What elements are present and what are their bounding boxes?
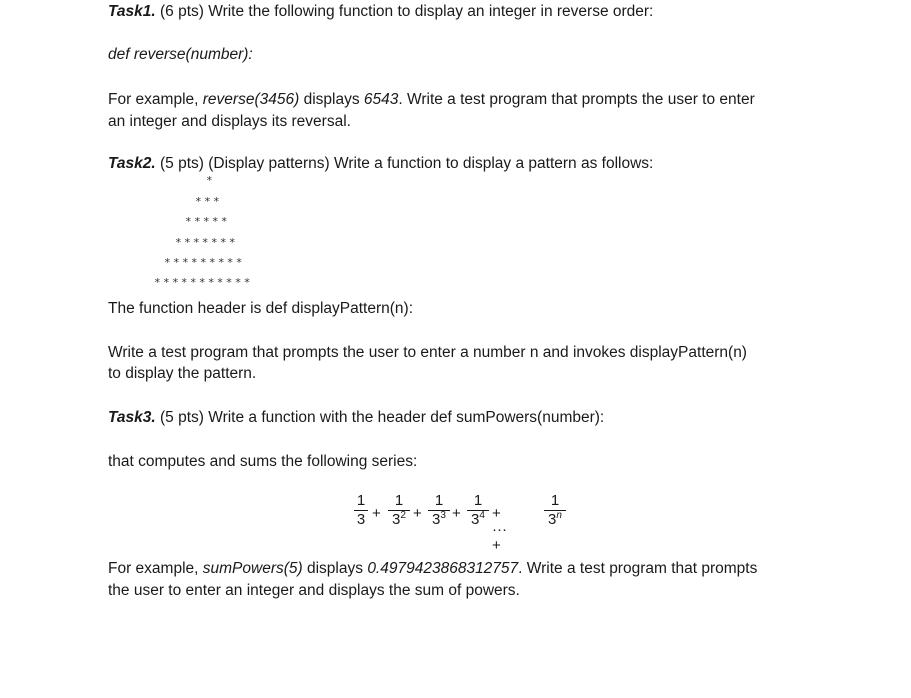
plus-2: + <box>413 505 422 522</box>
task3-example-mid: displays <box>302 560 368 577</box>
task2-test-line2: to display the pattern. <box>108 365 257 382</box>
fraction-4: 1 $3^4$ <box>467 493 489 528</box>
task3-heading-text: (5 pts) Write a function with the header def sumPowers(number): <box>155 409 605 426</box>
task3-example-line1 <box>108 558 757 579</box>
task2-label: Task2. <box>108 155 156 172</box>
ellipsis-plus: + ··· + <box>492 505 507 554</box>
task3-example-rest: . Write a test program that prompts <box>518 560 758 577</box>
task3-heading <box>108 407 604 428</box>
plus-3: + <box>452 505 461 522</box>
task1-example-call: reverse(3456) <box>202 91 300 108</box>
task3-example-prefix: For example, <box>108 560 203 577</box>
task1-signature: def reverse(number): <box>108 46 253 63</box>
pattern-row-1: * <box>206 174 215 187</box>
pattern-row-3: ***** <box>185 215 230 228</box>
task1-example-result: 6543 <box>363 91 399 108</box>
task1-example-line2: an integer and displays its reversal. <box>108 113 351 130</box>
task3-series-intro: that computes and sums the following series: <box>108 453 418 470</box>
pattern-row-6: *********** <box>154 276 253 289</box>
task2-test-line1: Write a test program that prompts the user to enter a number n and invokes displayPattern(n) <box>108 344 747 361</box>
task2-heading <box>108 153 653 174</box>
pattern-row-2: *** <box>195 195 222 208</box>
task3-example-line2: the user to enter an integer and displays the sum of powers. <box>108 582 520 599</box>
fraction-3: 1 $3^3$ <box>428 493 450 528</box>
task3-example-call: sumPowers(5) <box>202 560 303 577</box>
task1-example-prefix: For example, <box>108 91 203 108</box>
pattern-row-4: ******* <box>175 236 238 249</box>
task3-label: Task3. <box>108 409 156 426</box>
task1-heading-text: (6 pts) Write the following function to display an integer in reverse order: <box>155 3 654 20</box>
task2-function-header: The function header is def displayPattern(n): <box>108 300 414 317</box>
task3-example-result: 0.4979423868312757 <box>367 560 519 577</box>
fraction-n: 1 3$^n$ <box>544 493 566 528</box>
task1-example-rest: . Write a test program that prompts the user to enter <box>398 91 755 108</box>
task2-heading-text: (5 pts) (Display patterns) Write a function to display a pattern as follows: <box>155 155 654 172</box>
task1-example-mid: displays <box>299 91 364 108</box>
fraction-2: 1 $3^2$ <box>388 493 410 528</box>
task1-heading <box>108 1 653 22</box>
fraction-1: 1 3 <box>354 493 368 528</box>
plus-1: + <box>372 505 381 522</box>
pattern-row-5: ********* <box>164 256 245 269</box>
task1-label: Task1. <box>108 3 156 20</box>
task1-example-line1 <box>108 89 755 110</box>
